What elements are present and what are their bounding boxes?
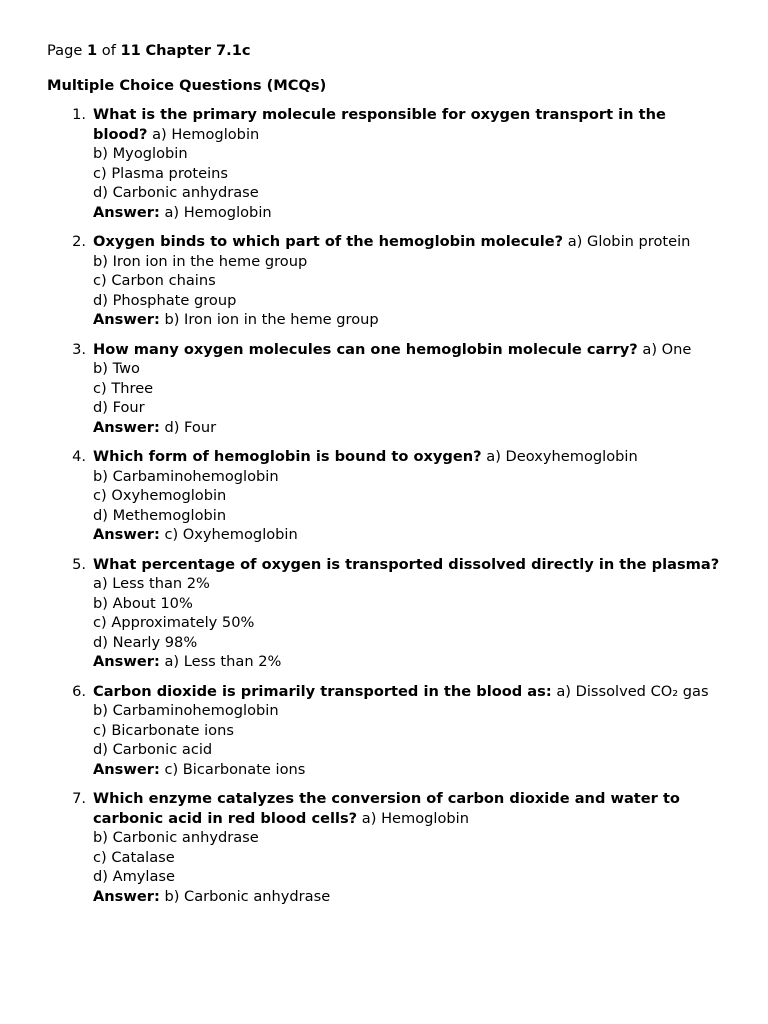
of-word: of	[101, 42, 116, 59]
option-a: a) Hemoglobin	[361, 809, 469, 827]
question-stem: Which form of hemoglobin is bound to oxygen?	[93, 448, 482, 465]
section-title: Multiple Choice Questions (MCQs)	[47, 77, 327, 94]
answer-line	[93, 887, 722, 907]
answer-value: d) Four	[164, 418, 217, 436]
option-d: d) Carbonic acid	[93, 741, 213, 758]
answer-value: c) Bicarbonate ions	[164, 760, 306, 778]
answer-line	[93, 525, 722, 545]
option-c: c) Oxyhemoglobin	[93, 487, 227, 504]
answer-label: Answer:	[93, 653, 160, 670]
question-stem-line	[93, 340, 722, 360]
option-c: c) Bicarbonate ions	[93, 721, 234, 739]
answer-label: Answer:	[93, 526, 160, 543]
answer-label: Answer:	[93, 311, 160, 328]
question-number: 4.	[72, 448, 86, 465]
answer-line	[93, 760, 722, 780]
question-item	[0, 232, 768, 330]
question-item	[0, 789, 768, 906]
option-a: a) Less than 2%	[93, 575, 210, 592]
option-d: d) Methemoglobin	[93, 506, 227, 524]
option-a: a) Dissolved CO₂ gas	[556, 682, 709, 700]
question-item	[0, 447, 768, 545]
page-header	[47, 41, 251, 61]
question-stem-line	[93, 789, 722, 828]
answer-value: b) Iron ion in the heme group	[164, 311, 379, 328]
question-number: 1.	[72, 106, 86, 123]
option-c: c) Carbon chains	[93, 272, 216, 289]
question-item	[0, 555, 768, 672]
option-b: b) Carbaminohemoglobin	[93, 702, 279, 719]
option-d: d) Amylase	[93, 868, 176, 885]
question-stem: Oxygen binds to which part of the hemoglobin molecule?	[93, 233, 564, 250]
option-a: a) One	[642, 340, 692, 358]
option-c: c) Plasma proteins	[93, 164, 229, 182]
option-d: d) Phosphate group	[93, 291, 237, 309]
question-stem-line	[93, 447, 722, 467]
total-pages: 11	[120, 42, 141, 59]
question-number: 5.	[72, 555, 86, 573]
option-a: a) Hemoglobin	[152, 125, 260, 143]
question-stem: Carbon dioxide is primarily transported in the blood as:	[93, 682, 552, 700]
option-b: b) Iron ion in the heme group	[93, 252, 308, 270]
question-stem-line	[93, 232, 722, 252]
option-b: b) Two	[93, 360, 140, 377]
question-number: 2.	[72, 233, 86, 250]
question-stem: Which enzyme catalyzes the conversion of carbon dioxide and water to carbonic acid in red blood cells?	[93, 790, 680, 827]
question-list	[0, 105, 768, 916]
answer-line	[93, 203, 722, 223]
question-item	[0, 682, 768, 780]
chapter-title: Chapter 7.1c	[145, 42, 251, 59]
option-c: c) Three	[93, 379, 154, 397]
question-stem-line	[93, 555, 722, 594]
question-stem: What is the primary molecule responsible for oxygen transport in the blood?	[93, 106, 666, 143]
option-a: a) Globin protein	[567, 233, 691, 250]
answer-value: b) Carbonic anhydrase	[164, 887, 331, 905]
option-c: c) Approximately 50%	[93, 614, 255, 631]
option-b: b) Carbaminohemoglobin	[93, 467, 279, 485]
answer-label: Answer:	[93, 887, 160, 905]
option-a: a) Deoxyhemoglobin	[486, 448, 638, 465]
page-number: 1	[86, 42, 98, 59]
answer-line	[93, 310, 722, 330]
question-item	[0, 340, 768, 438]
answer-label: Answer:	[93, 418, 160, 436]
question-stem: What percentage of oxygen is transported dissolved directly in the plasma?	[93, 555, 720, 573]
answer-value: a) Hemoglobin	[164, 203, 272, 221]
question-number: 7.	[72, 790, 86, 807]
answer-line	[93, 652, 722, 672]
option-b: b) About 10%	[93, 594, 193, 612]
answer-value: a) Less than 2%	[164, 653, 282, 670]
answer-value: c) Oxyhemoglobin	[164, 526, 298, 543]
option-d: d) Four	[93, 399, 145, 416]
question-item	[0, 105, 768, 222]
option-b: b) Myoglobin	[93, 145, 188, 162]
question-number: 6.	[72, 682, 86, 700]
option-c: c) Catalase	[93, 848, 175, 866]
answer-label: Answer:	[93, 203, 160, 221]
option-d: d) Nearly 98%	[93, 633, 198, 651]
option-d: d) Carbonic anhydrase	[93, 184, 259, 201]
question-stem-line	[93, 682, 722, 702]
question-stem: How many oxygen molecules can one hemoglobin molecule carry?	[93, 340, 638, 358]
option-b: b) Carbonic anhydrase	[93, 829, 259, 846]
page-word: Page	[47, 42, 83, 59]
answer-label: Answer:	[93, 760, 160, 778]
question-number: 3.	[72, 340, 86, 358]
question-stem-line	[93, 105, 722, 144]
answer-line	[93, 418, 722, 438]
